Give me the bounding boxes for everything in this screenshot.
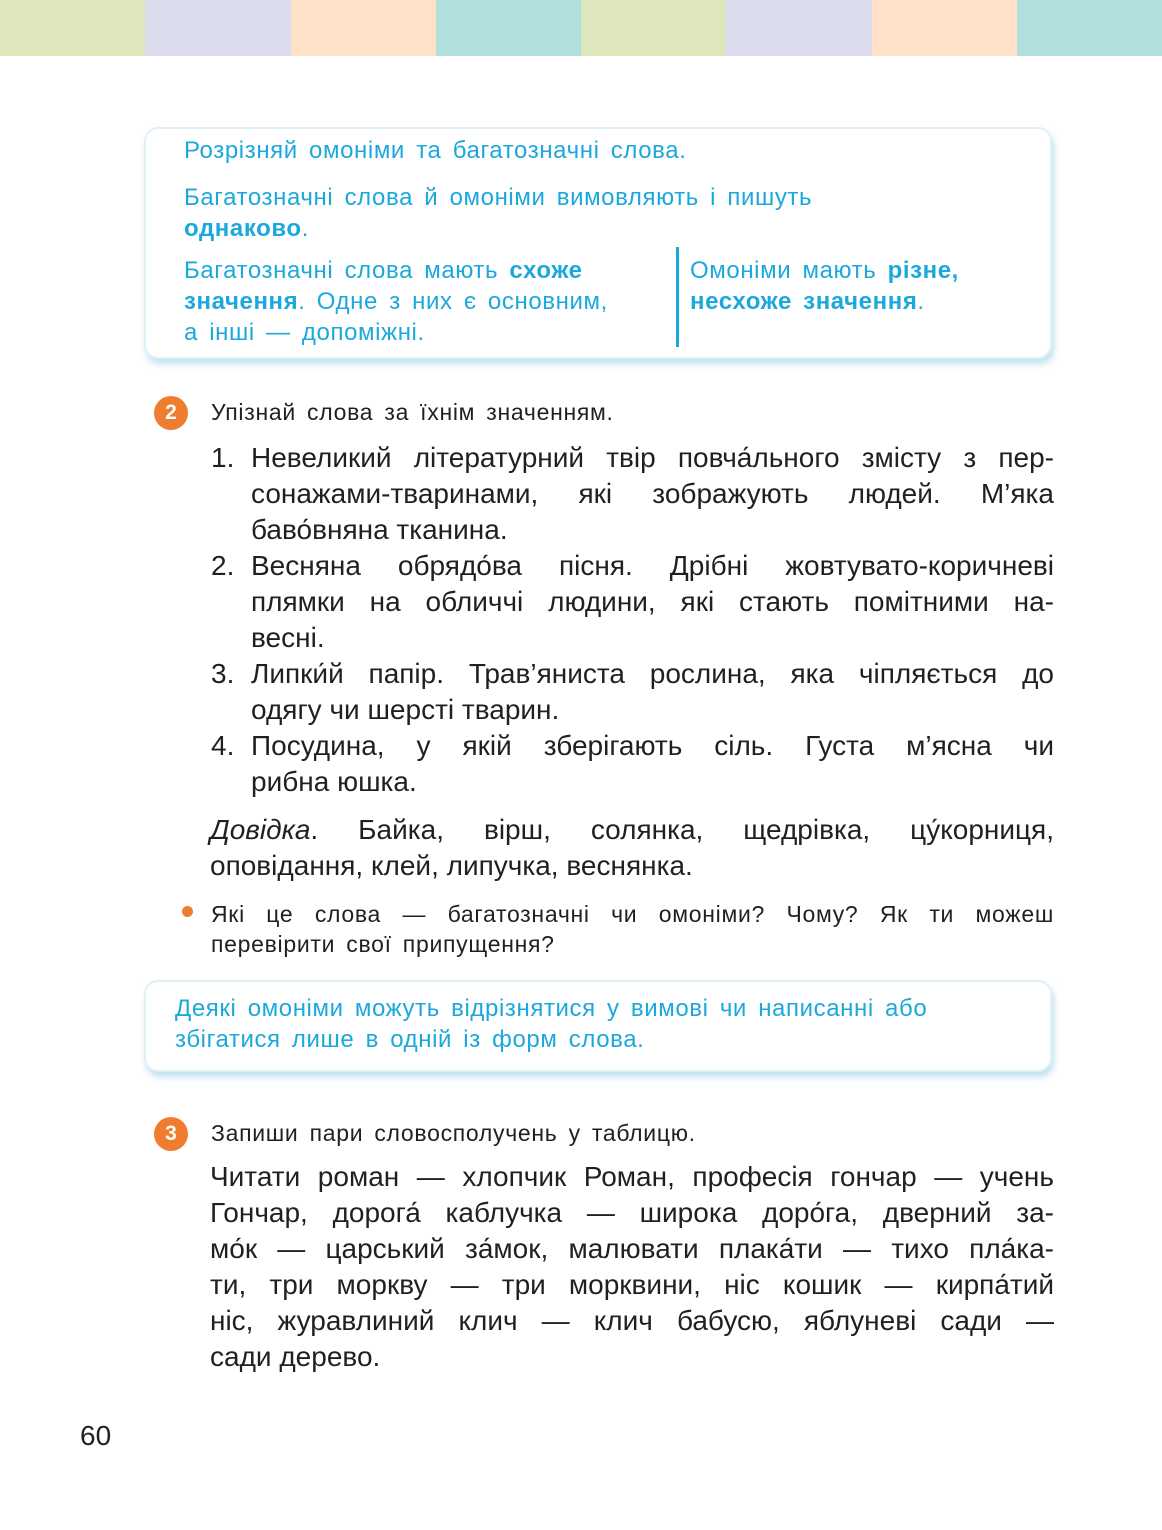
page-number: 60: [80, 1420, 112, 1451]
paragraph-line: сади дерево.: [210, 1341, 381, 1372]
bullet-dot-icon: [182, 906, 193, 917]
item-line: Липки́й папір. Трав’яниста рослина, яка чіпляється до: [251, 658, 1054, 689]
item-number: 1.: [211, 442, 235, 473]
paragraph-line: ти, три моркву — три морквини, ніс кошик — кирпа́тий: [210, 1269, 1054, 1300]
item-line: баво́вняна тканина.: [251, 514, 508, 545]
hint-line: [210, 814, 1054, 846]
header-stripe: [872, 0, 1017, 56]
header-stripe: [1017, 0, 1162, 56]
homonym-emphasis: різне,: [887, 257, 959, 284]
question-line: Які це слова — багатозначні чи омоніми? Чому? Як ти можеш: [211, 901, 1054, 927]
polysemy-text-start: Багатозначні слова мають: [184, 257, 499, 284]
item-line: плямки на обличчі людини, які стають помітними на-: [251, 586, 1054, 617]
rule-box-homonyms: [144, 127, 1052, 359]
paragraph-line: Гончар, дорога́ каблучка — широка доро́га, дверний за-: [210, 1197, 1054, 1228]
column-divider: [676, 247, 679, 347]
task-prompt: Запиши пари словосполучень у таблицю.: [211, 1120, 696, 1146]
item-line: рибна юшка.: [251, 766, 417, 797]
rule-heading: Розрізняй омоніми та багатозначні слова.: [184, 137, 687, 164]
polysemy-text: [184, 288, 608, 316]
header-stripe: [0, 0, 145, 56]
rule-emphasis: однаково: [184, 215, 302, 242]
hint-label: Довідка: [210, 814, 311, 845]
hint-words: . Байка, вірш, солянка, щедрівка, цу́корниця,: [310, 814, 1054, 845]
rule-text: [184, 215, 309, 243]
rule-text: збігатися лише в одній із форм слова.: [175, 1026, 645, 1053]
task-number-badge: 2: [154, 396, 188, 430]
item-number: 4.: [211, 730, 235, 761]
item-line: сонажами-тваринами, які зображують людей. М’яка: [251, 478, 1054, 509]
item-number: 2.: [211, 550, 235, 581]
homonym-text-end: .: [917, 288, 925, 315]
header-stripe: [726, 0, 871, 56]
item-line: одягу чи шерсті тварин.: [251, 694, 560, 725]
header-stripe: [145, 0, 290, 56]
hint-line: оповідання, клей, липучка, веснянка.: [210, 850, 693, 881]
header-stripe: [436, 0, 581, 56]
polysemy-text-end: . Одне з них є основним,: [298, 288, 608, 315]
homonym-emphasis: несхоже значення: [690, 288, 918, 315]
rule-text-end: .: [301, 215, 309, 242]
question-line: перевірити свої припущення?: [211, 931, 555, 957]
rule-box-homonym-forms: [144, 980, 1052, 1072]
header-stripe: [581, 0, 726, 56]
header-stripe: [291, 0, 436, 56]
header-color-stripes: [0, 0, 1162, 56]
item-number: 3.: [211, 658, 235, 689]
homonym-text: [690, 288, 925, 316]
polysemy-text: [184, 257, 583, 285]
homonym-text-start: Омоніми мають: [690, 257, 877, 284]
polysemy-emphasis: значення: [184, 288, 299, 315]
paragraph-line: Читати роман — хлопчик Роман, професія гончар — учень: [210, 1161, 1054, 1192]
homonym-text: [690, 257, 959, 285]
item-line: Невеликий літературний твір повча́льного змісту з пер-: [251, 442, 1054, 473]
item-line: Посудина, у якій зберігають сіль. Густа м’ясна чи: [251, 730, 1054, 761]
rule-text: Багатозначні слова й омоніми вимовляють і пишуть: [184, 184, 813, 211]
paragraph-line: ніс, журавлиний клич — клич бабусю, яблуневі сади —: [210, 1305, 1054, 1336]
polysemy-text: а інші — допоміжні.: [184, 319, 425, 346]
paragraph-line: мо́к — царський за́мок, малювати плака́ти — тихо пла́ка-: [210, 1233, 1054, 1264]
task-number-badge: 3: [154, 1117, 188, 1151]
task-prompt: Упізнай слова за їхнім значенням.: [211, 399, 614, 425]
polysemy-emphasis: схоже: [509, 257, 583, 284]
item-line: Весняна обрядо́ва пісня. Дрібні жовтувато-коричневі: [251, 550, 1054, 581]
rule-text: Деякі омоніми можуть відрізнятися у вимові чи написанні або: [175, 995, 928, 1022]
item-line: весні.: [251, 622, 325, 653]
